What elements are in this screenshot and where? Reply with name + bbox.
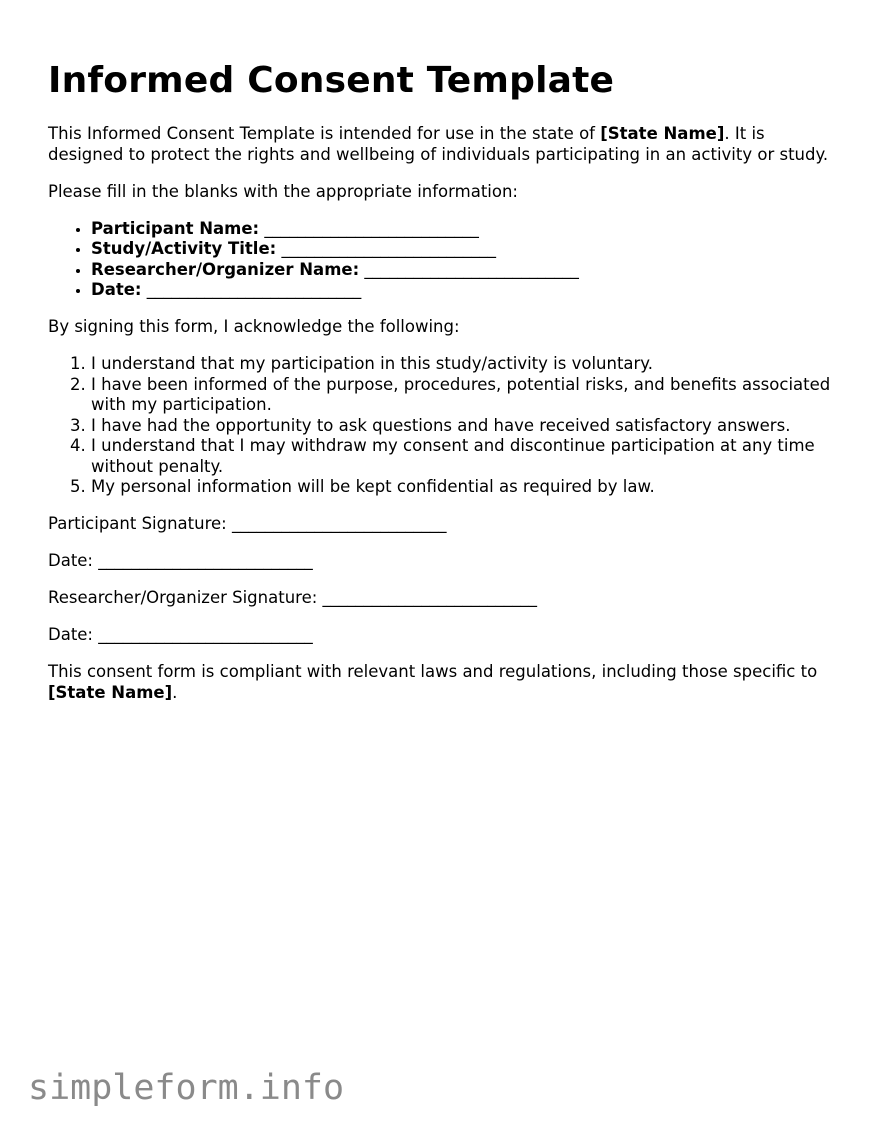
participant-signature-line: Participant Signature: __________________________ xyxy=(48,514,447,533)
document-page xyxy=(48,58,838,720)
list-item xyxy=(91,219,838,240)
field-blank: __________________________ xyxy=(359,259,579,279)
page-title: Informed Consent Template xyxy=(48,60,615,101)
participant-date-line: Date: __________________________ xyxy=(48,551,313,570)
fill-in-fields-list xyxy=(48,219,838,301)
list-item xyxy=(91,280,838,301)
intro-paragraph xyxy=(48,124,838,165)
compliance-text: This consent form is compliant with relevant laws and regulations, including those specific to xyxy=(48,662,818,681)
field-label: Study/Activity Title: xyxy=(91,239,277,258)
list-item xyxy=(91,239,838,260)
researcher-date-line: Date: __________________________ xyxy=(48,625,313,644)
list-item: 2. I have been informed of the purpose, procedures, potential risks, and benefits associated with my participation. xyxy=(91,375,838,416)
field-label: Researcher/Organizer Name: xyxy=(91,259,360,279)
compliance-text-end: . xyxy=(172,682,178,702)
intro-text: This Informed Consent Template is intended for use in the state of xyxy=(48,124,601,143)
state-name-placeholder: [State Name] xyxy=(600,124,725,143)
list-item: 3. I have had the opportunity to ask questions and have received satisfactory answers. xyxy=(91,416,838,437)
field-blank: __________________________ xyxy=(259,218,479,238)
state-name-placeholder: [State Name] xyxy=(48,682,173,702)
list-item: 5. My personal information will be kept confidential as required by law. xyxy=(91,477,838,498)
acknowledge-intro: By signing this form, I acknowledge the following: xyxy=(48,317,460,336)
field-blank: __________________________ xyxy=(276,239,496,258)
watermark: simpleform.info xyxy=(28,1068,345,1108)
list-item: 4. I understand that I may withdraw my consent and discontinue participation at any time without penalty. xyxy=(91,436,838,477)
instructions-text: Please fill in the blanks with the appropriate information: xyxy=(48,181,518,201)
field-label: Participant Name: xyxy=(91,218,260,238)
intro-text-end: . It is designed to protect the rights and wellbeing of individuals participating in an activity or study. xyxy=(48,124,829,164)
researcher-signature-line: Researcher/Organizer Signature: __________________________ xyxy=(48,588,538,607)
acknowledgements-list xyxy=(48,354,838,498)
compliance-paragraph xyxy=(48,662,838,703)
list-item xyxy=(91,260,838,281)
field-label: Date: xyxy=(91,280,142,299)
list-item: 1. I understand that my participation in this study/activity is voluntary. xyxy=(91,354,838,375)
field-blank: __________________________ xyxy=(141,280,362,299)
